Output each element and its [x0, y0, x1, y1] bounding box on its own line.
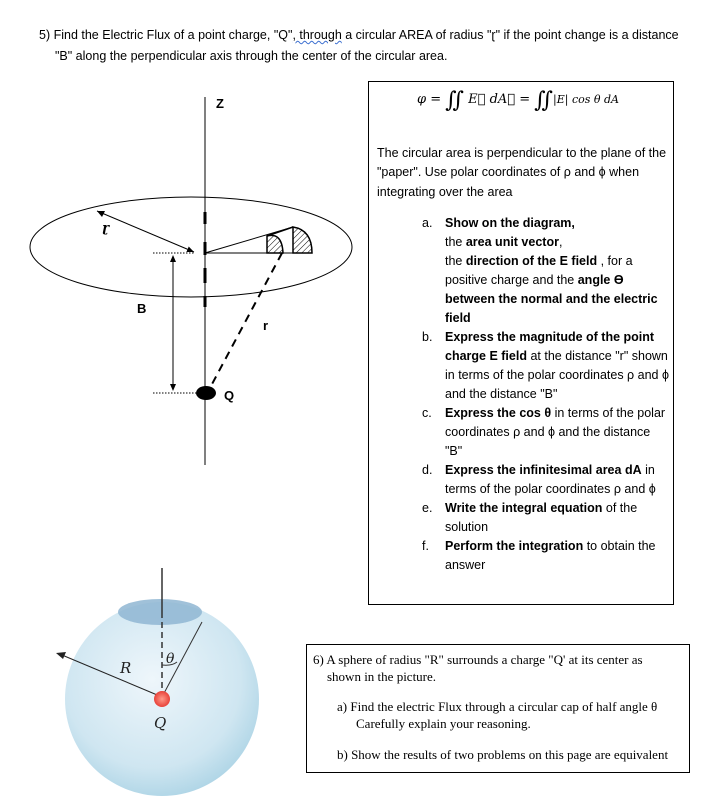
circular-cap	[118, 599, 202, 625]
intro-text: The circular area is perpendicular to the plane of the "paper". Use polar coordinates of ρ and ϕ when integrating over the area	[377, 146, 667, 199]
task-marker: f.	[422, 539, 429, 553]
task-text: in terms of the polar coordinates ρ and ϕ	[445, 463, 656, 496]
radius-label: ɽ	[102, 221, 109, 236]
task-item	[419, 328, 669, 404]
task-item	[419, 214, 669, 328]
task-text: area unit vector	[465, 235, 559, 249]
q6-line1: 6) A sphere of radius "R" surrounds a charge "Q' at its center as	[313, 652, 643, 667]
task-text: Express the cos θ	[445, 406, 552, 420]
sphere-diagram	[56, 568, 259, 796]
task-item	[419, 499, 669, 537]
area-element	[267, 227, 312, 253]
task-item	[419, 404, 669, 461]
task-text: Express the magnitude of the point charge E field	[445, 330, 655, 363]
q5-text-spellcheck: , through	[292, 28, 342, 42]
instructions-box	[368, 81, 674, 605]
charge-label: Q	[224, 388, 235, 403]
distance-b-label: B	[137, 301, 147, 316]
flux-diagram	[30, 96, 352, 465]
z-axis-label: Z	[216, 96, 224, 111]
task-text: angle ϴ between the normal and the electric field	[445, 273, 658, 325]
task-text: in terms of the polar coordinates ρ and ϕ and the distance "B"	[445, 406, 666, 458]
task-item	[419, 461, 669, 499]
charge-Q	[154, 691, 170, 707]
task-text: Express the infinitesimal area dA	[445, 463, 642, 477]
task-text: at the distance "r" shown in terms of the polar coordinates ρ and ϕ and the distance "B"	[445, 349, 669, 401]
question-6-box	[306, 644, 690, 773]
task-text: Write the integral equation	[445, 501, 603, 515]
task-marker: e.	[422, 501, 433, 515]
q5-radius-symbol: ɽ	[491, 28, 496, 42]
flux-formula	[417, 88, 619, 113]
task-marker: b.	[422, 330, 433, 344]
task-text: the	[445, 235, 466, 249]
task-text: to obtain the answer	[445, 539, 656, 572]
point-charge	[196, 386, 216, 400]
q6-part-b: b) Show the results of two problems on this page are equivalent	[337, 747, 669, 762]
task-marker: a.	[422, 216, 433, 230]
q6-line2: shown in the picture.	[327, 669, 437, 684]
radius-R-label: R	[120, 659, 132, 677]
task-text: the	[445, 254, 466, 268]
task-text: of the solution	[445, 501, 638, 534]
task-marker: c.	[422, 406, 432, 420]
task-text: ,	[558, 235, 563, 249]
q6-part-a: a) Find the electric Flux through a circular cap of half angle θ	[337, 699, 658, 714]
task-marker: d.	[422, 463, 433, 477]
formula-lhs: φ =	[417, 92, 442, 107]
q5-text: a circular AREA of radius "	[341, 28, 492, 42]
q5-text-line2: "B" along the perpendicular axis through the center of the circular area.	[55, 49, 448, 63]
task-text: direction of the E field	[465, 254, 598, 268]
formula-rhs: |E| cos θ dA	[553, 93, 619, 106]
task-text: Perform the integration	[445, 539, 584, 553]
task-list	[419, 214, 669, 575]
q6-part-a-line2: Carefully explain your reasoning.	[356, 716, 531, 731]
theta-label: θ	[166, 651, 175, 667]
distance-r-line	[211, 253, 282, 386]
q5-text: " if the point change is a distance	[495, 28, 679, 42]
task-text: , for a positive charge and the	[445, 254, 633, 287]
q5-text: 5) Find the Electric Flux of a point charge, "Q"	[39, 28, 293, 42]
charge-Q-label: Q	[154, 714, 167, 732]
double-integral: ∬	[445, 88, 465, 113]
task-item	[419, 537, 669, 575]
radius-arrow	[97, 211, 194, 252]
task-text: Show on the diagram,	[445, 216, 575, 230]
double-integral: ∬	[534, 88, 553, 113]
formula-mid: E⃗ dA⃗ =	[468, 92, 531, 107]
arrowhead-icon	[56, 652, 66, 659]
r-label: r	[263, 318, 269, 333]
